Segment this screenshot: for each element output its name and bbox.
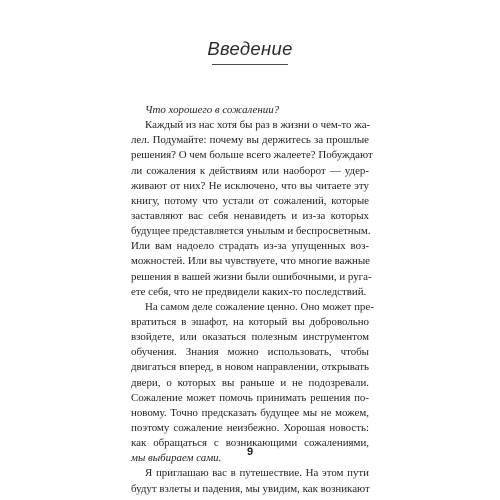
text-line: будут взлеты и падения, мы увидим, как возникают [131,482,370,495]
title-underline [212,64,288,65]
text-line: двери, о которых вы раньше и не подозревали. [131,376,369,389]
text-line: обучения. Знания можно использовать, чтобы [131,346,369,359]
text-line: можностей. Или вы чувствуете, что многие важные [131,255,371,268]
text-line: как обращаться с возникающими сожалениями, [131,437,369,450]
text-line: поэтому сожаление неизбежно. Хорошая новость: [131,421,369,434]
text-line: ли сожаления к действиям или наоборот — удер- [131,164,369,177]
chapter-title: Введение [207,38,293,59]
text-line: двигаться вперед, в новом направлении, открывать [131,361,369,374]
text-line: заставляют вас себя ненавидеть и из-за которых [131,209,369,222]
text-line: решения в вашей жизни были ошибочными, и руга- [131,270,372,283]
text-line: взойдете, или оказаться полезным инструментом [131,331,369,344]
text-line: решения? О чем больше всего жалеете? Побуждают [131,149,373,162]
text-line: На самом деле сожаление ценно. Оно может пре- [145,300,374,313]
text-line: вратиться в эшафот, на который вы добровольно [131,315,369,328]
text-line: мы выбираем сами. [131,452,222,465]
page-number: 9 [246,446,254,458]
text-line: ете себя, что не предвидели каких-то последствий. [131,285,367,298]
text-line: новому. Точно предсказать будущее мы не можем, [131,406,369,419]
section-heading: Что хорошего в сожалении? [145,104,280,116]
text-line: Или вам надоело страдать из-за упущенных воз- [131,240,369,253]
text-line: книгу, потому что устали от сожалений, которые [131,194,369,207]
text-line: будущее представляется унылым и беспросветным. [131,225,371,238]
text-line: Каждый из нас хотя бы раз в жизни о чем-то жа- [145,119,371,132]
text-line: живают от них? Не исключено, что вы читаете эту [131,179,369,192]
text-line: Сожаление может помочь принимать решения по- [131,391,369,404]
body-text [131,103,374,497]
text-line: лел. Подумайте: почему вы держитесь за прошлые [131,134,369,147]
text-line: Я приглашаю вас в путешествие. На этом пути [145,467,369,480]
